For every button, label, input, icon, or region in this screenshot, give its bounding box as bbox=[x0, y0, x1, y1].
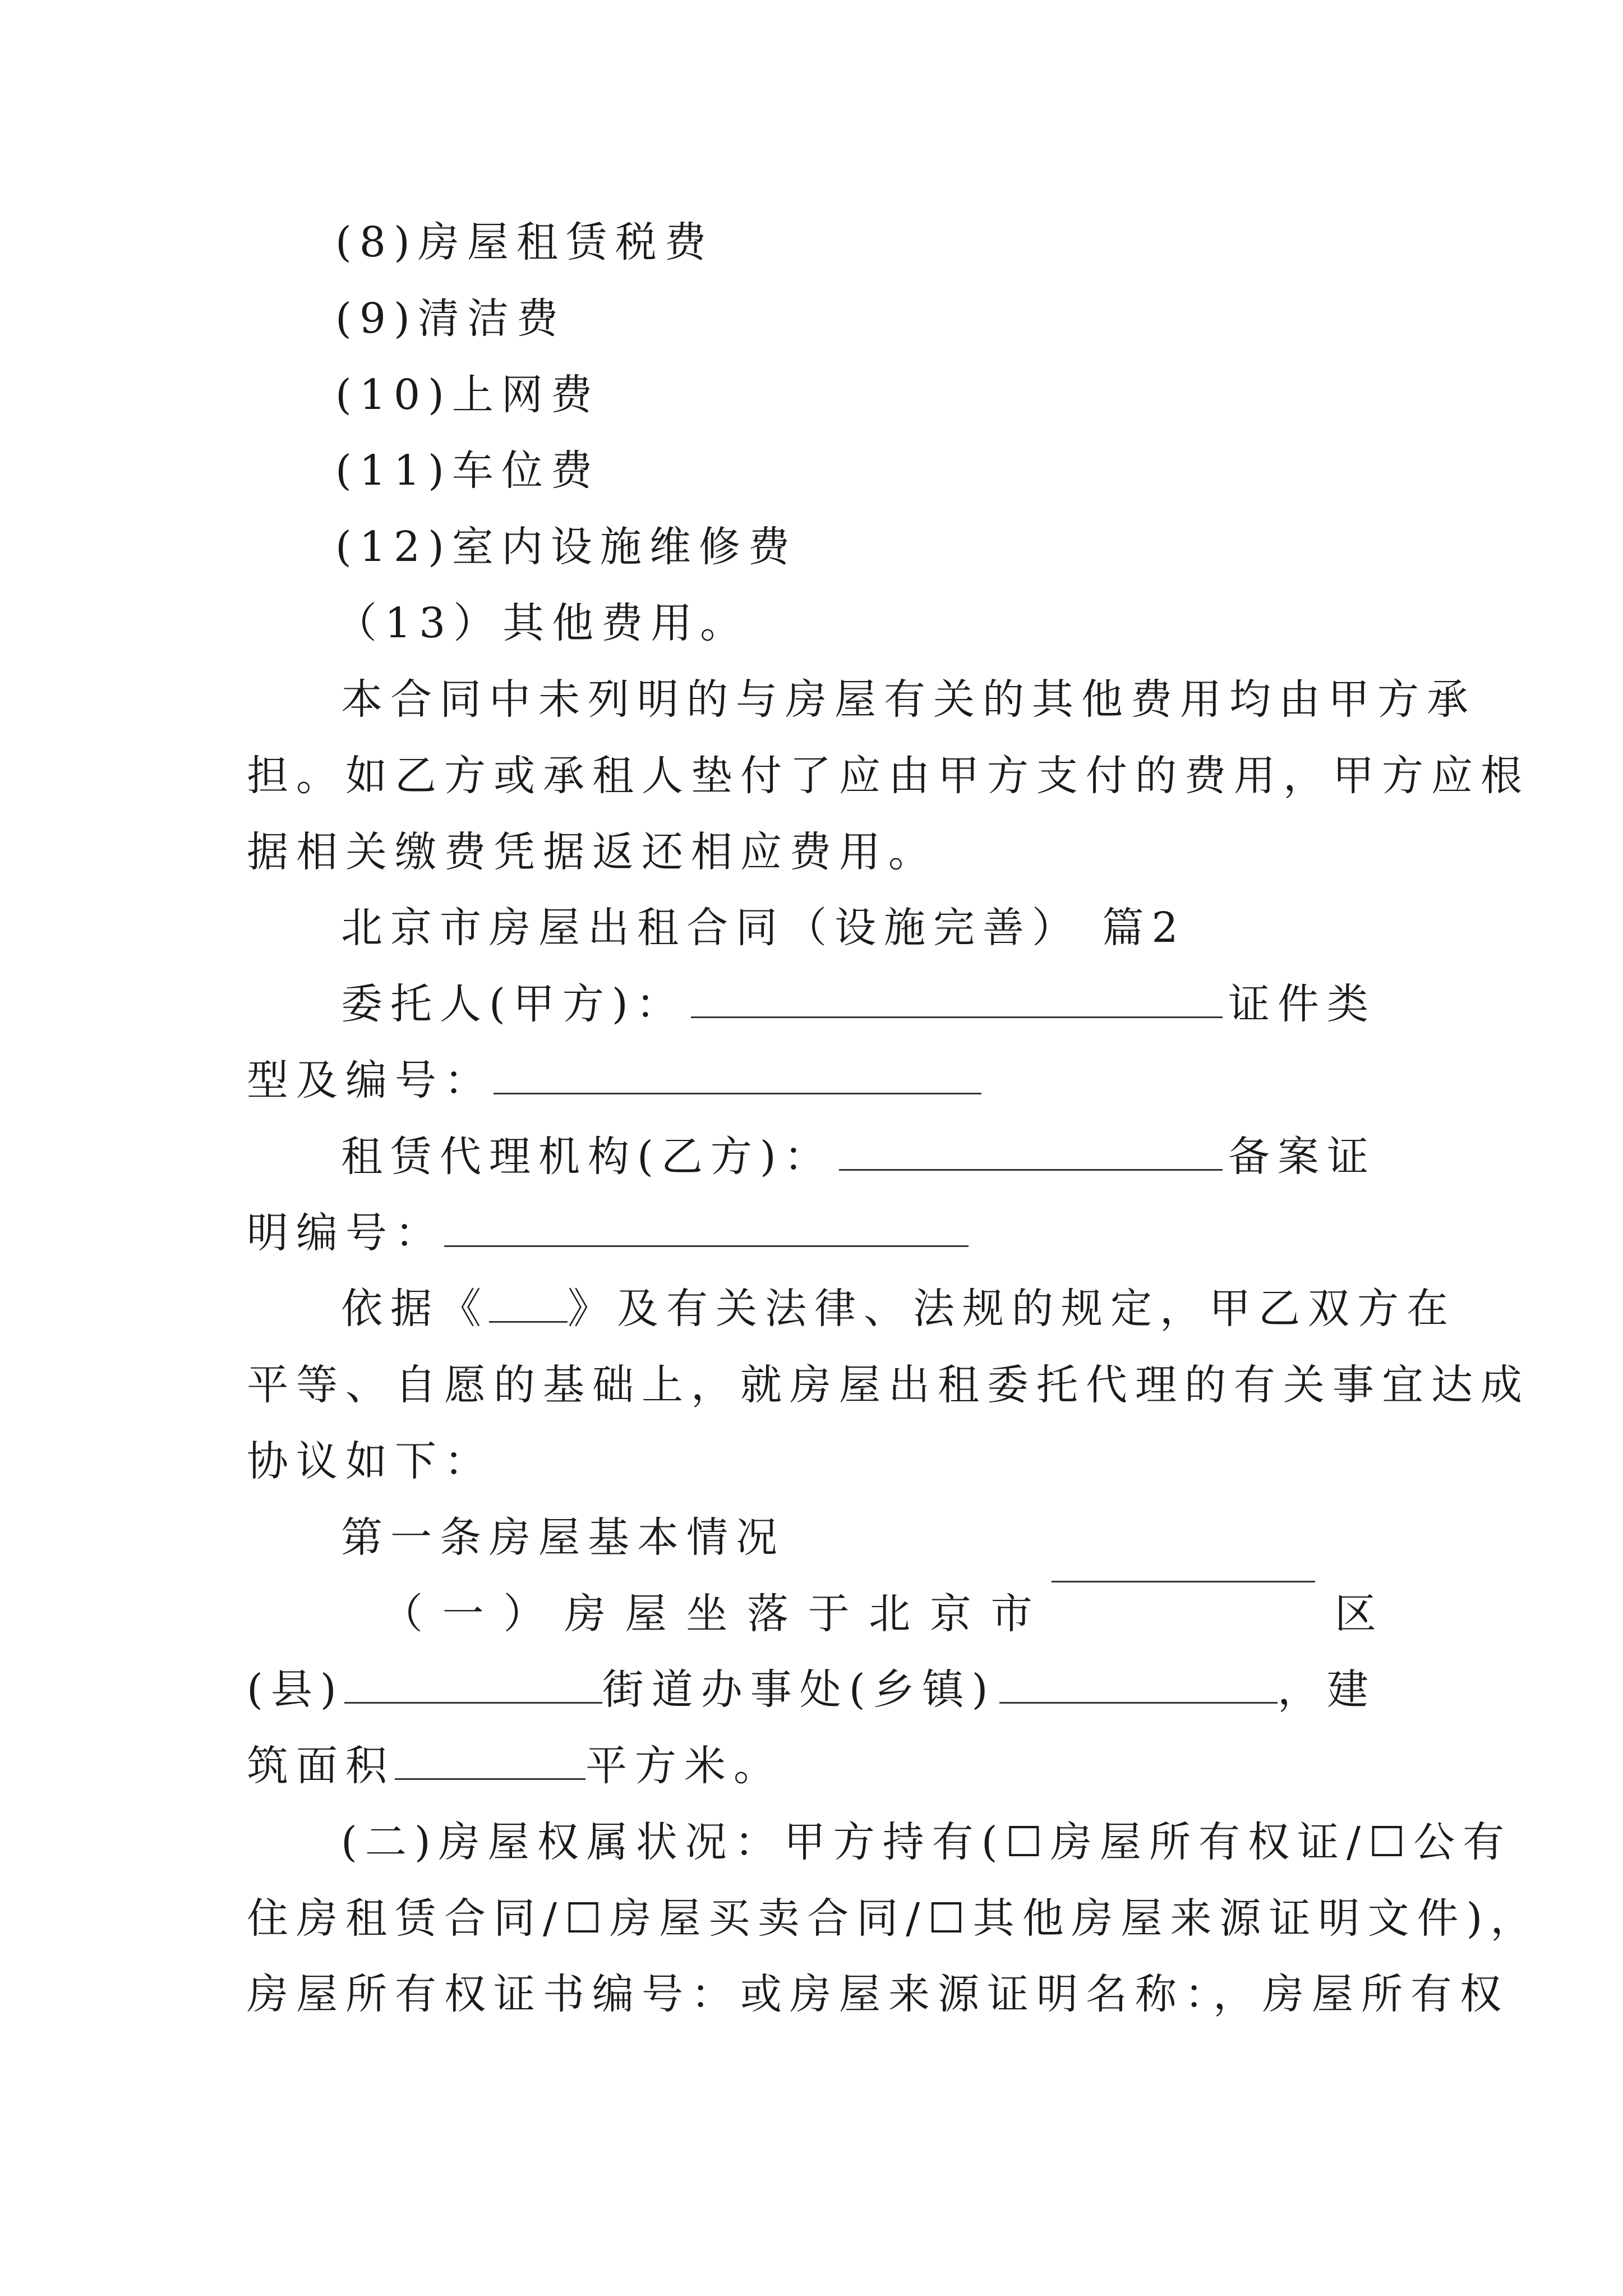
district-blank[interactable] bbox=[1052, 1580, 1315, 1582]
party-b-line bbox=[341, 1123, 1376, 1190]
location-char: 房 bbox=[564, 1590, 606, 1638]
district-label: 区 bbox=[1334, 1590, 1376, 1638]
party-b-record-line bbox=[247, 1199, 1376, 1267]
party-a-line bbox=[341, 970, 1376, 1038]
location-char: 坐 bbox=[686, 1590, 728, 1638]
location-char: 市 bbox=[990, 1590, 1032, 1638]
county-blank[interactable] bbox=[344, 1701, 602, 1704]
party-b-record-blank[interactable] bbox=[444, 1245, 969, 1247]
street-blank[interactable] bbox=[999, 1701, 1278, 1704]
location-line-3 bbox=[247, 1732, 1376, 1800]
location-line-1 bbox=[381, 1580, 1376, 1648]
ownership-line-3: 房屋所有权证书编号：或房屋来源证明名称：，房屋所有权 bbox=[247, 1970, 1509, 2018]
preamble-prefix: 依据《 bbox=[341, 1285, 489, 1333]
party-b-label: 租赁代理机构(乙方)： bbox=[341, 1133, 833, 1181]
area-blank[interactable] bbox=[395, 1778, 585, 1780]
preamble-line-2: 平等、自愿的基础上，就房屋出租委托代理的有关事宜达成 bbox=[247, 1361, 1530, 1409]
street-label: 街道办事处(乡镇) bbox=[602, 1665, 996, 1714]
location-line-2 bbox=[247, 1656, 1376, 1723]
fee-item-13: （13）其他费用。 bbox=[335, 599, 750, 647]
ownership-line-2: 住房租赁合同/☐房屋买卖合同/☐其他房屋来源证明文件)， bbox=[247, 1894, 1540, 1943]
fee-item-9: (9)清洁费 bbox=[335, 295, 566, 343]
party-a-id-line bbox=[247, 1047, 1376, 1114]
location-char: （ bbox=[381, 1590, 423, 1638]
party-b-suffix: 备案证 bbox=[1228, 1133, 1376, 1181]
party-a-id-blank[interactable] bbox=[494, 1092, 981, 1094]
party-a-name-blank[interactable] bbox=[691, 1016, 1223, 1018]
area-prefix: 筑面积 bbox=[247, 1742, 395, 1790]
party-b-record-label: 明编号： bbox=[247, 1209, 444, 1257]
fee-item-11: (11)车位费 bbox=[335, 447, 600, 495]
location-char: 北 bbox=[869, 1590, 911, 1638]
preamble-line-3: 协议如下： bbox=[247, 1437, 494, 1485]
location-char: 京 bbox=[929, 1590, 971, 1638]
note-line-3: 据相关缴费凭据返还相应费用。 bbox=[247, 828, 938, 876]
preamble-line-1 bbox=[341, 1275, 1456, 1342]
location-char: 一 bbox=[442, 1590, 484, 1638]
fee-item-12: (12)室内设施维修费 bbox=[335, 523, 797, 571]
party-a-suffix: 证件类 bbox=[1228, 980, 1376, 1028]
county-label: (县) bbox=[247, 1665, 344, 1714]
law-name-blank[interactable] bbox=[489, 1320, 568, 1323]
ownership-line-1: (二)房屋权属状况：甲方持有(☐房屋所有权证/☐公有 bbox=[341, 1818, 1513, 1866]
build-comma: ，建 bbox=[1278, 1665, 1376, 1714]
note-line-2: 担。如乙方或承租人垫付了应由甲方支付的费用，甲方应根 bbox=[247, 752, 1530, 800]
party-a-label: 委托人(甲方)： bbox=[341, 980, 685, 1028]
article-1-title: 第一条房屋基本情况 bbox=[341, 1513, 785, 1562]
party-b-name-blank[interactable] bbox=[839, 1168, 1223, 1171]
location-char: 于 bbox=[808, 1590, 850, 1638]
preamble-rest: 》及有关法律、法规的规定，甲乙双方在 bbox=[568, 1285, 1456, 1333]
party-a-id-label: 型及编号： bbox=[247, 1056, 494, 1105]
location-char: ） bbox=[503, 1590, 545, 1638]
fee-item-10: (10)上网费 bbox=[335, 371, 600, 419]
section-title: 北京市房屋出租合同（设施完善） 篇2 bbox=[341, 904, 1186, 952]
area-unit: 平方米。 bbox=[585, 1742, 783, 1790]
location-char: 屋 bbox=[625, 1590, 667, 1638]
note-line-1: 本合同中未列明的与房屋有关的其他费用均由甲方承 bbox=[341, 675, 1476, 724]
fee-item-8: (8)房屋租赁税费 bbox=[335, 218, 714, 266]
location-char: 落 bbox=[746, 1590, 789, 1638]
